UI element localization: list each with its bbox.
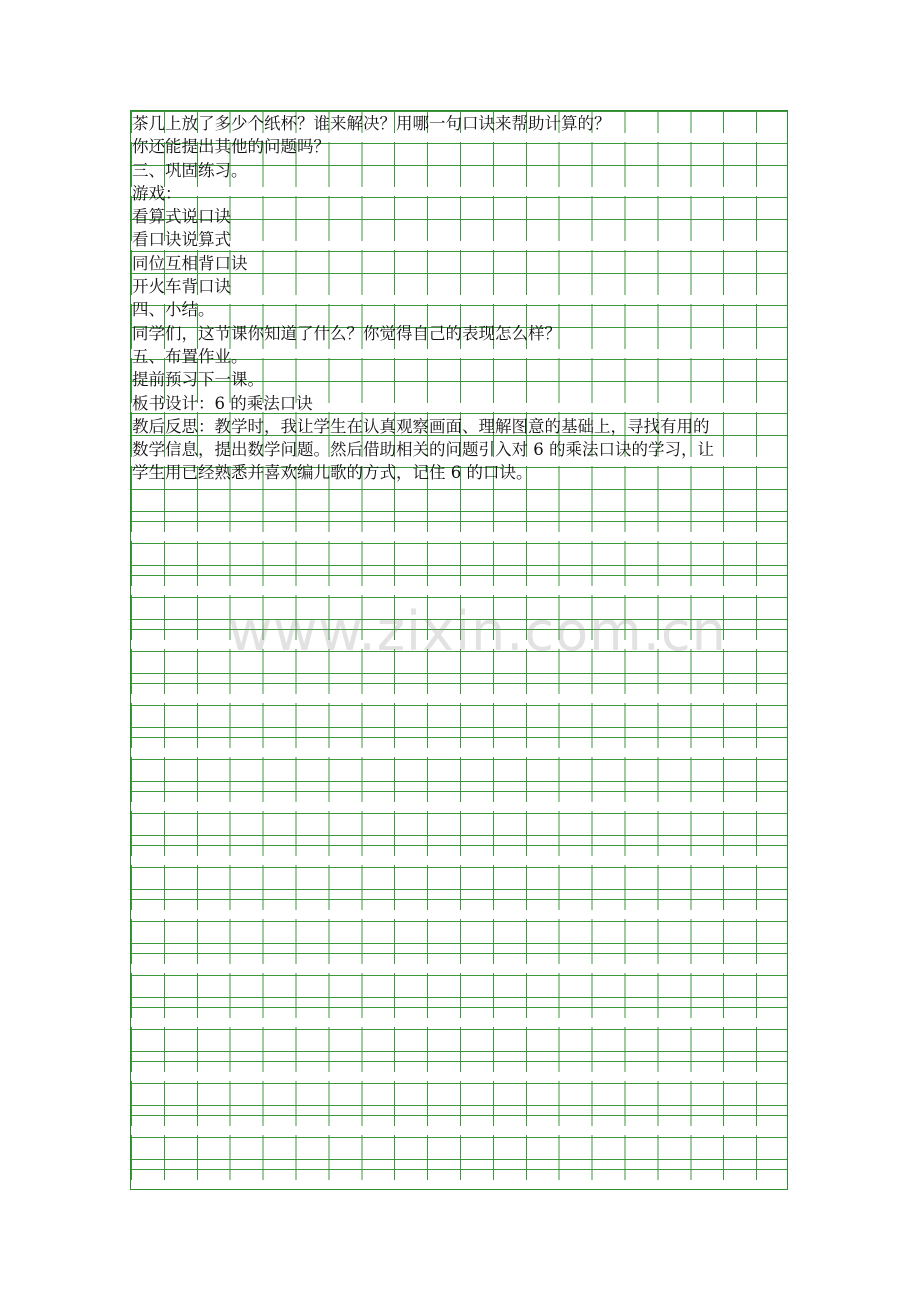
section-heading: 三、巩固练习。 [132, 160, 248, 180]
grid-gap [131, 964, 787, 973]
watermark: www.zixin.com.cn [228, 600, 727, 663]
section-heading: 五、布置作业。 [132, 346, 248, 366]
lesson-text [132, 112, 792, 485]
grid-gap [131, 856, 787, 865]
grid-gap [131, 1018, 787, 1027]
grid-gap [131, 1072, 787, 1081]
section-heading: 四、小结。 [132, 300, 215, 320]
grid-gap [131, 1126, 787, 1135]
text-line: 同位互相背口诀 [132, 253, 248, 273]
text-line: 板书设计：6 的乘法口诀 [132, 393, 313, 413]
text-line: 学生用已经熟悉并喜欢编儿歌的方式，记住 6 的口诀。 [132, 463, 533, 483]
grid-gap [131, 1180, 787, 1189]
grid-gap [131, 694, 787, 703]
grid-gap [131, 802, 787, 811]
text-line: 教后反思：教学时，我让学生在认真观察画面、理解图意的基础上，寻找有用的 [132, 416, 710, 436]
text-line: 提前预习下一课。 [132, 370, 264, 390]
text-line: 你还能提出其他的问题吗？ [132, 137, 330, 157]
text-line: 数学信息，提出数学问题。然后借助相关的问题引入对 6 的乘法口诀的学习，让 [132, 440, 714, 460]
grid-gap [131, 748, 787, 757]
text-line: 开火车背口诀 [132, 277, 231, 297]
text-line: 茶几上放了多少个纸杯？谁来解决？用哪一句口诀来帮助计算的？ [132, 114, 611, 133]
grid-gap [131, 532, 787, 541]
grid-gap [131, 910, 787, 919]
grid-gap [131, 586, 787, 595]
text-line: 游戏： [132, 183, 182, 203]
text-line: 看口诀说算式 [132, 230, 231, 250]
text-line: 同学们，这节课你知道了什么？你觉得自己的表现怎么样？ [132, 323, 561, 343]
text-line: 看算式说口诀 [132, 207, 231, 227]
